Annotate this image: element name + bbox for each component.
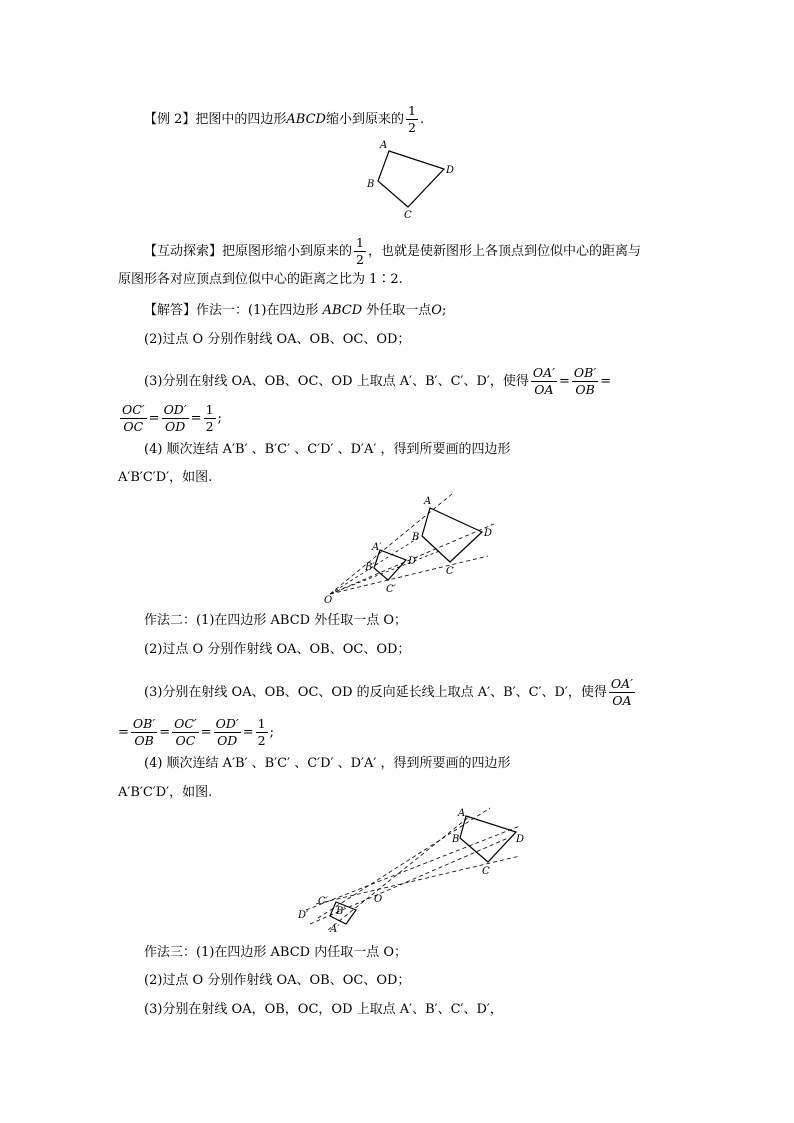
method3-step1: 作法三：(1)在四边形 ABCD 内任取一点 O； <box>144 945 408 960</box>
method2-step4-cont: A′B′C′D′，如图. <box>118 785 213 800</box>
svg-text:D: D <box>484 528 493 539</box>
quadrilateral-abcd <box>378 151 444 207</box>
method1-step1: 【解答】作法一：(1)在四边形 ABCD 外任取一点O; <box>144 303 447 318</box>
svg-text:C′: C′ <box>386 584 396 595</box>
label-D: D <box>446 165 455 176</box>
fraction-half: $\frac{1}{2}$ <box>257 716 266 748</box>
fraction-ob: $\frac{OB'}{OB}$ <box>573 365 597 397</box>
svg-text:B: B <box>412 532 420 543</box>
label-B: B <box>367 179 375 190</box>
fraction-half: $\frac{1}{2}$ <box>356 235 364 267</box>
method2-step4: (4) 顺次连结 A′B′ 、B′C′ 、C′D′ 、D′A′ ，得到所要画的四边形 <box>144 756 511 771</box>
label-C: C <box>404 210 412 221</box>
svg-text:D′: D′ <box>408 556 419 567</box>
fraction-oa: $\frac{OA'}{OA}$ <box>610 676 633 708</box>
fraction-half: $\frac{1}{2}$ <box>407 103 416 135</box>
method3-step3: (3)分别在射线 OA，OB，OC，OD 上取点 A′、B′、C′、D′， <box>144 1002 503 1017</box>
fraction-od: $\frac{OD'}{OD}$ <box>163 402 187 434</box>
svg-text:O: O <box>374 894 383 905</box>
method1-step4: (4) 顺次连结 A′B′ 、B′C′ 、C′D′ 、D′A′ ，得到所要画的四边形 <box>144 442 511 457</box>
svg-text:B: B <box>452 834 460 845</box>
svg-text:A′: A′ <box>330 924 340 934</box>
method2-step3-cont: = $\frac{OB'}{OB}$ = $\frac{OC'}{OC}$ = $\frac{OD'}{OD}$ = $\frac{1}{2}$ ; <box>118 716 275 748</box>
svg-text:D: D <box>516 834 524 845</box>
method1-step4-cont: A′B′C′D′，如图. <box>118 470 213 485</box>
figure-homothety-opposite <box>298 806 524 934</box>
method3-step2: (2)过点 O 分别作射线 OA、OB、OC、OD； <box>144 973 411 988</box>
fraction-ob: $\frac{OB'}{OB}$ <box>132 716 156 748</box>
explore-line-2: 原图形各对应顶点到位似中心的距离之比为 1∶2. <box>118 272 403 287</box>
fraction-oc: $\frac{OC'}{OC}$ <box>122 402 145 434</box>
method1-step3-cont: $\frac{OC'}{OC}$ = $\frac{OD'}{OD}$ = $\frac{1}{2}$ ; <box>122 402 222 434</box>
figure-homothety-outside <box>322 490 498 604</box>
svg-text:O: O <box>324 595 333 604</box>
method1-step3: (3)分别在射线 OA、OB、OC、OD 上取点 A′、B′、C′、D′，使得 $\frac{OA'}{OA}$ = $\frac{OB'}{OB}$ = <box>144 365 612 397</box>
label-A: A <box>380 140 388 151</box>
svg-text:A′: A′ <box>372 542 382 553</box>
fraction-oc: $\frac{OC'}{OC}$ <box>174 716 197 748</box>
svg-text:D′: D′ <box>298 910 309 921</box>
svg-text:B′: B′ <box>365 562 375 573</box>
fraction-half: $\frac{1}{2}$ <box>205 402 214 434</box>
fraction-oa: $\frac{OA'}{OA}$ <box>532 365 555 397</box>
example-title: 【例 2】把图中的四边形ABCD缩小到原来的 $\frac{1}{2}$ . <box>144 103 425 135</box>
method2-step2: (2)过点 O 分别作射线 OA、OB、OC、OD； <box>144 642 411 657</box>
method2-step3: (3)分别在射线 OA、OB、OC、OD 的反向延长线上取点 A′、B′、C′、D′，使得 $\frac{OA'}{OA}$ <box>144 676 633 708</box>
svg-text:C: C <box>446 566 454 577</box>
svg-text:B′: B′ <box>336 906 346 917</box>
method2-step1: 作法二：(1)在四边形 ABCD 外任取一点 O； <box>144 613 408 628</box>
fraction-od: $\frac{OD'}{OD}$ <box>215 716 239 748</box>
svg-text:C′: C′ <box>318 896 328 907</box>
svg-text:A: A <box>458 808 466 819</box>
figure-quadrilateral-abcd <box>362 136 458 222</box>
method1-step2: (2)过点 O 分别作射线 OA、OB、OC、OD； <box>144 332 411 347</box>
explore-line-1: 【互动探索】把原图形缩小到原来的 $\frac{1}{2}$ ，也就是使新图形上各顶点到位似中心的距离与 <box>144 235 641 267</box>
svg-text:C: C <box>482 866 490 877</box>
svg-text:A: A <box>424 496 432 507</box>
